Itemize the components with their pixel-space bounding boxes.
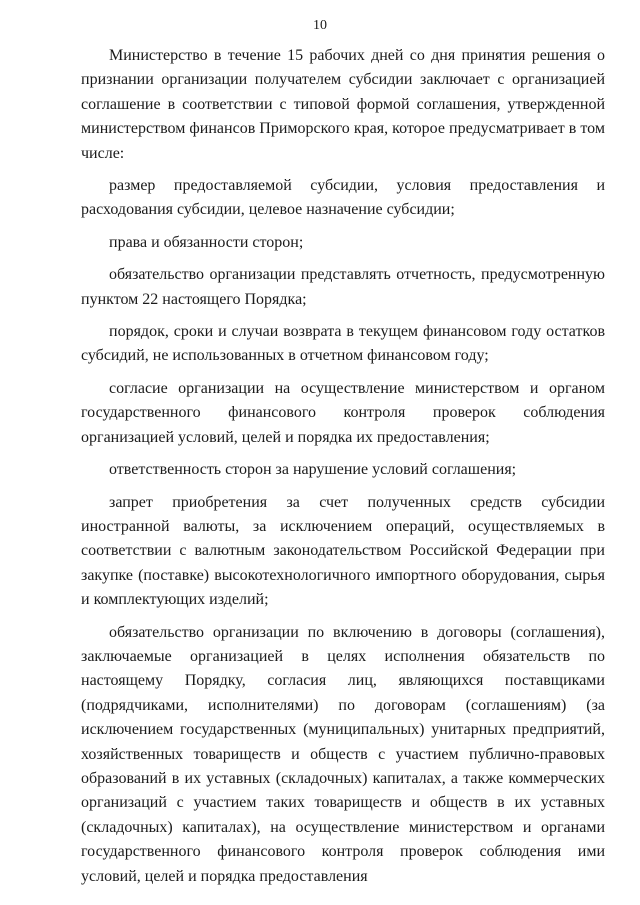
- page-number: 10: [313, 18, 327, 33]
- paragraph-reporting-obligation: обязательство организации представлять отчетность, предусмотренную пунктом 22 настоящего Порядка;: [81, 266, 605, 308]
- document-body: [81, 44, 605, 897]
- paragraph-subsidy-amount: размер предоставляемой субсидии, условия предоставления и расходования субсидии, целевое назначение субсидии;: [81, 177, 605, 219]
- paragraph-liability: ответственность сторон за нарушение условий соглашения;: [109, 461, 517, 479]
- paragraph-rights-obligations: права и обязанности сторон;: [109, 233, 304, 251]
- paragraph-contractor-consent: обязательство организации по включению в договоры (соглашения), заключаемые организацией в целях исполнения обязательств по настоящему Порядку, согласия лиц, являющихся поставщиками (подрядчиками, исполнителями) по договорам (соглашениям) (за исключением государственных (муниципальных) унитарных предприятий, хозяйственных товариществ и обществ с участием публично-правовых образований в их уставных (складочных) капиталах, а также коммерческих организаций с участием таких товариществ и обществ в их уставных (складочных) капиталах), на осуществление министерством и органами государственного финансового контроля проверок соблюдения ими условий, целей и порядка предоставления: [81, 623, 605, 885]
- paragraph-audit-consent: согласие организации на осуществление министерством и органом государственного финансового контроля проверок соблюдения организацией условий, целей и порядка их предоставления;: [81, 379, 605, 446]
- paragraph-agreement-intro: Министерство в течение 15 рабочих дней со дня принятия решения о признании организации получателем субсидии заключает с организацией соглашение в соответствии с типовой формой соглашения, утвержденной министерством финансов Приморского края, которое предусматривает в том числе:: [81, 47, 605, 162]
- paragraph-refund-procedure: порядок, сроки и случаи возврата в текущем финансовом году остатков субсидий, не использованных в отчетном финансовом году;: [81, 323, 605, 365]
- paragraph-currency-ban: запрет приобретения за счет полученных средств субсидии иностранной валюты, за исключением операций, осуществляемых в соответствии с валютным законодательством Российской Федерации при закупке (поставке) высокотехнологичного импортного оборудования, сырья и комплектующих изделий;: [81, 493, 605, 609]
